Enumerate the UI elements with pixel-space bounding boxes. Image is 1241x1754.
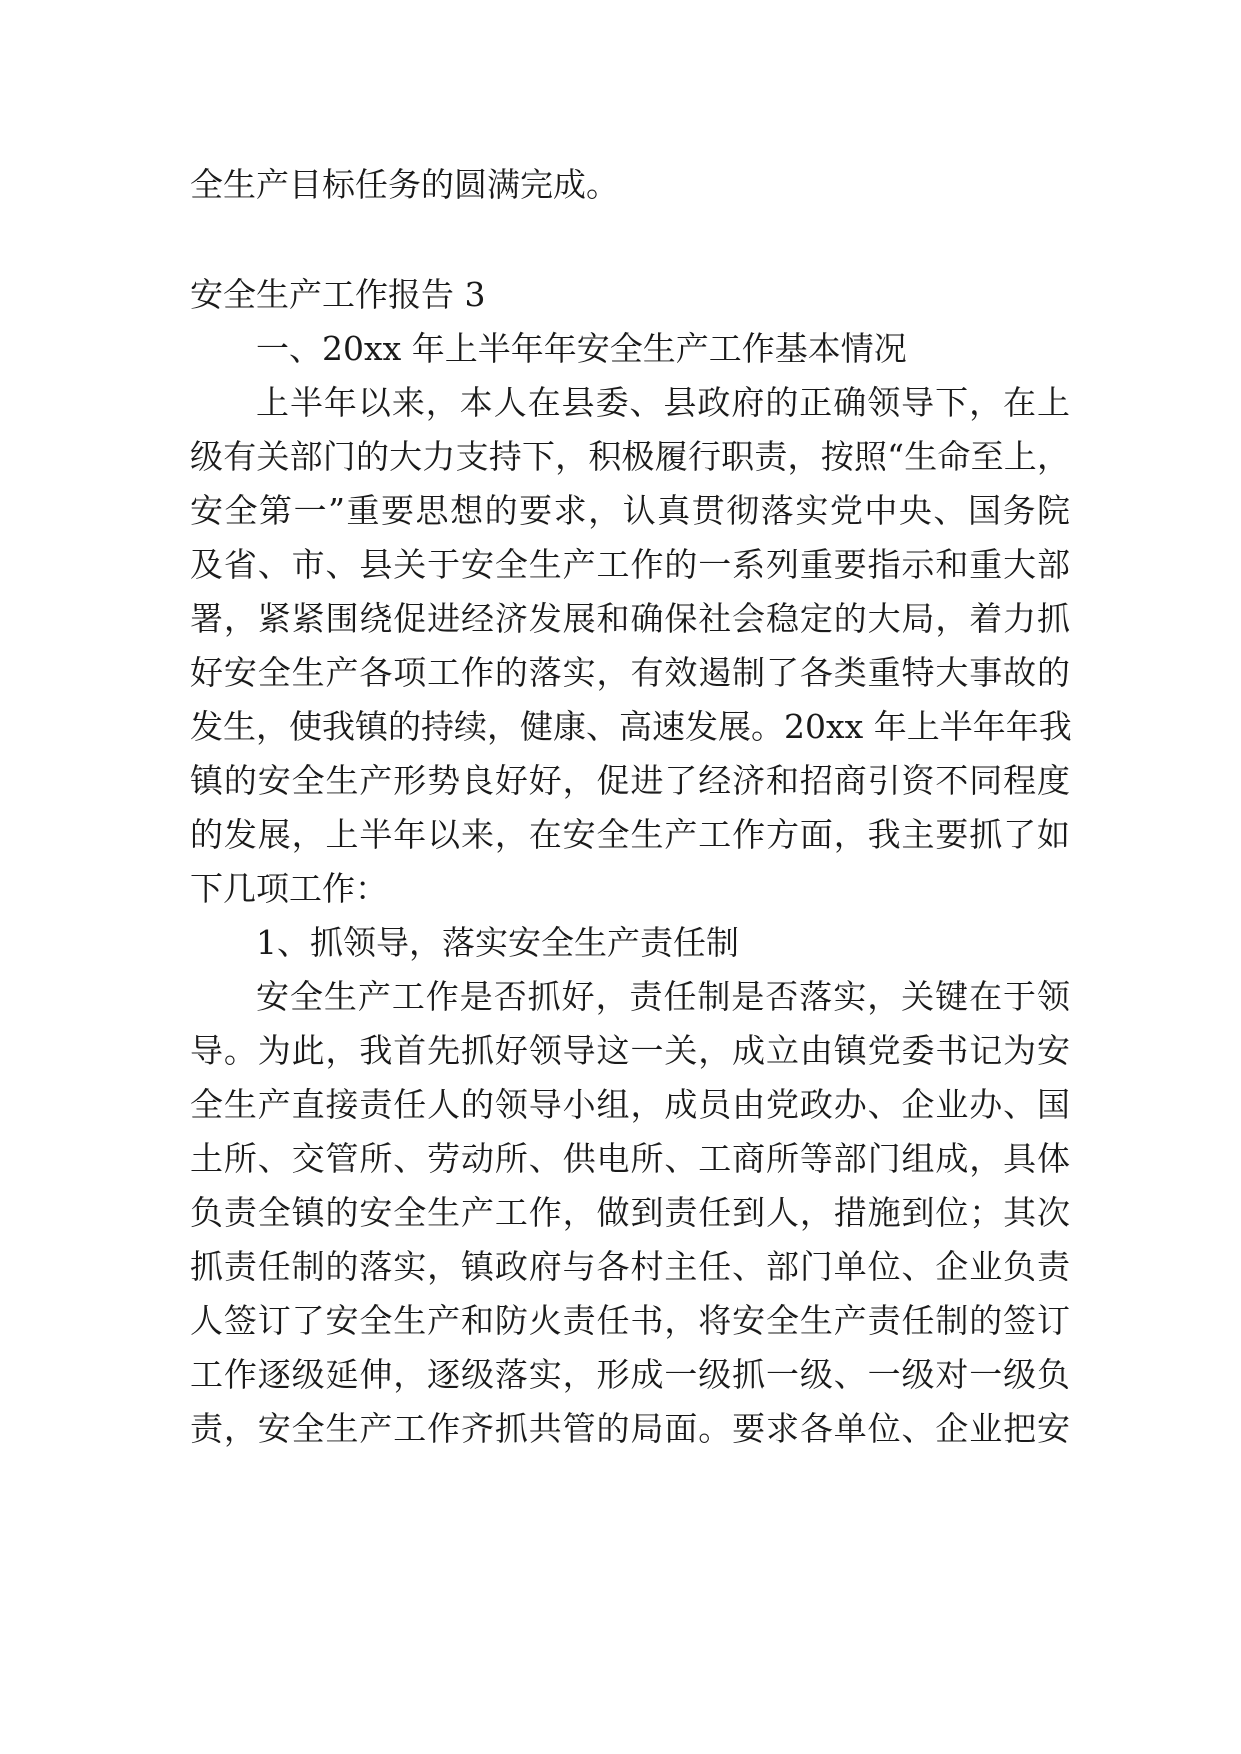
body-line: 及省、市、县关于安全生产工作的一系列重要指示和重大部 [190,545,1070,584]
body-line: 下几项工作： [190,869,388,908]
body-line: 责，安全生产工作齐抓共管的局面。要求各单位、企业把安 [190,1409,1070,1448]
section-title: 安全生产工作报告 3 [190,275,486,314]
body-line: 全生产直接责任人的领导小组，成员由党政办、企业办、国 [190,1085,1070,1124]
body-line: 署，紧紧围绕促进经济发展和确保社会稳定的大局，着力抓 [190,599,1070,638]
body-line: 上半年以来，本人在县委、县政府的正确领导下，在上 [256,383,1070,422]
body-line: 发生，使我镇的持续，健康、高速发展。20xx 年上半年年我 [190,707,1072,746]
body-line: 的发展，上半年以来，在安全生产工作方面，我主要抓了如 [190,815,1070,854]
body-line: 抓责任制的落实，镇政府与各村主任、部门单位、企业负责 [190,1247,1070,1286]
body-line: 土所、交管所、劳动所、供电所、工商所等部门组成，具体 [190,1139,1070,1178]
body-line: 镇的安全生产形势良好好，促进了经济和招商引资不同程度 [190,761,1070,800]
subheading: 1、抓领导，落实安全生产责任制 [256,923,739,962]
body-line: 好安全生产各项工作的落实，有效遏制了各类重特大事故的 [190,653,1070,692]
body-line: 人签订了安全生产和防火责任书，将安全生产责任制的签订 [190,1301,1070,1340]
body-line: 导。为此，我首先抓好领导这一关，成立由镇党委书记为安 [190,1031,1070,1070]
body-line: 负责全镇的安全生产工作，做到责任到人，措施到位；其次 [190,1193,1070,1232]
body-line: 级有关部门的大力支持下，积极履行职责，按照“生命至上， [190,437,1070,476]
body-line: 安全第一”重要思想的要求，认真贯彻落实党中央、国务院 [190,491,1070,530]
body-line: 安全生产工作是否抓好，责任制是否落实，关键在于领 [256,977,1070,1016]
body-line: 全生产目标任务的圆满完成。 [190,165,619,204]
body-line: 工作逐级延伸，逐级落实，形成一级抓一级、一级对一级负 [190,1355,1070,1394]
subheading: 一、20xx 年上半年年安全生产工作基本情况 [256,329,907,368]
